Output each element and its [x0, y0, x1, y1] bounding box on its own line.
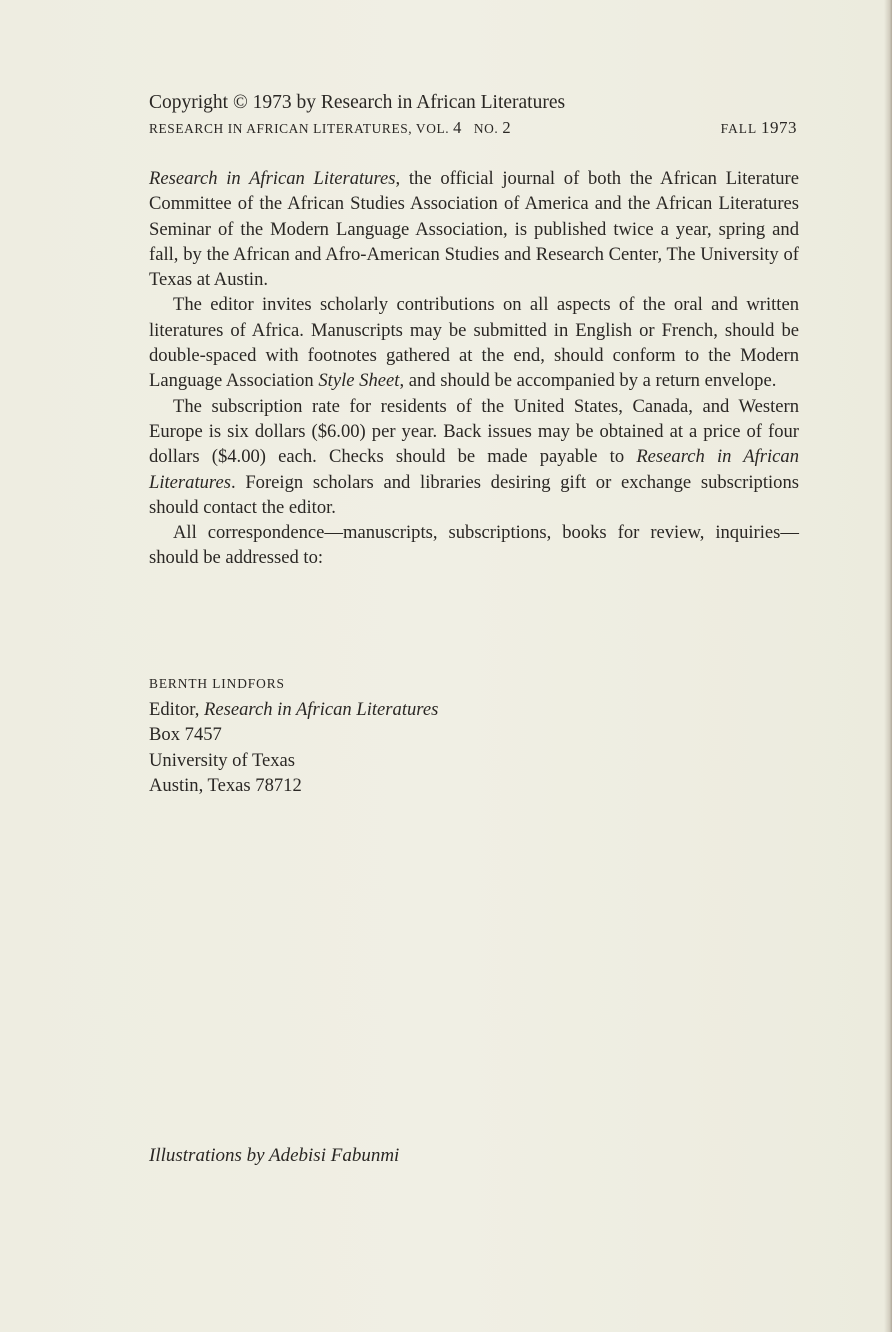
- paragraph-subscription: [149, 394, 799, 520]
- illustrations-credit: Illustrations by Adebisi Fabunmi: [149, 1145, 400, 1166]
- issue-journal-name: RESEARCH IN AFRICAN LITERATURES, VOL.: [149, 121, 450, 136]
- editor-address: [149, 673, 799, 798]
- page-edge-shadow: [884, 0, 892, 1332]
- copyright-line: Copyright © 1973 by Research in African Literatures: [149, 92, 566, 113]
- issue-line: [149, 117, 797, 140]
- paragraph-2-text-end: , and should be accompanied by a return envelope.: [399, 370, 777, 392]
- paragraph-3-text-start: The subscription rate for residents of the United States, Canada, and Western Europe is six dollars ($6.00) per year. Back issues may be obtained at a price of four dollars ($4.00) each. Checks should be made payable to: [149, 395, 799, 468]
- issue-number: 2: [502, 118, 512, 137]
- editor-title: [149, 697, 799, 722]
- journal-title-italic-2: Research in African Literatures: [149, 446, 800, 493]
- paragraph-2-text-start: The editor invites scholarly contributions on all aspects of the oral and written literatures of Africa. Manuscripts may be submitted in English or French, should be double-spaced with footnotes gathered at the end, should conform to the Modern Language Association: [149, 294, 799, 392]
- editor-title-journal: Research in African Literatures: [204, 699, 439, 720]
- issue-no-label: NO.: [473, 121, 499, 136]
- editor-title-prefix: Editor,: [149, 699, 205, 720]
- issue-date: [721, 117, 797, 140]
- journal-title-italic: Research in African Literatures: [149, 168, 396, 189]
- paragraph-correspondence: All correspondence—manuscripts, subscriptions, books for review, inquiries—should be addressed to:: [149, 522, 799, 569]
- style-sheet-italic: Style Sheet: [318, 370, 400, 392]
- issue-season: FALL: [720, 121, 757, 136]
- address-university: University of Texas: [149, 749, 296, 771]
- body-text: [149, 166, 799, 571]
- issue-journal-volume: [149, 117, 511, 140]
- paragraph-contributions: [149, 292, 799, 393]
- address-city: Austin, Texas 78712: [149, 774, 302, 796]
- editor-name: BERNTH LINDFORS: [149, 676, 285, 691]
- paragraph-journal-description: [149, 166, 799, 292]
- paragraph-3-text-end: . Foreign scholars and libraries desiring gift or exchange subscriptions should contact the editor.: [149, 471, 799, 518]
- issue-year: 1973: [761, 118, 797, 137]
- paragraph-1-text: , the official journal of both the African Literature Committee of the African Studies Association of America and the African Literatures Seminar of the Modern Language Association, is published twice a year, spring and fall, by the African and Afro-American Studies and Research Center, The University of Texas at Austin.: [149, 168, 799, 291]
- issue-volume-number: 4: [453, 118, 463, 137]
- address-box: Box 7457: [149, 724, 222, 746]
